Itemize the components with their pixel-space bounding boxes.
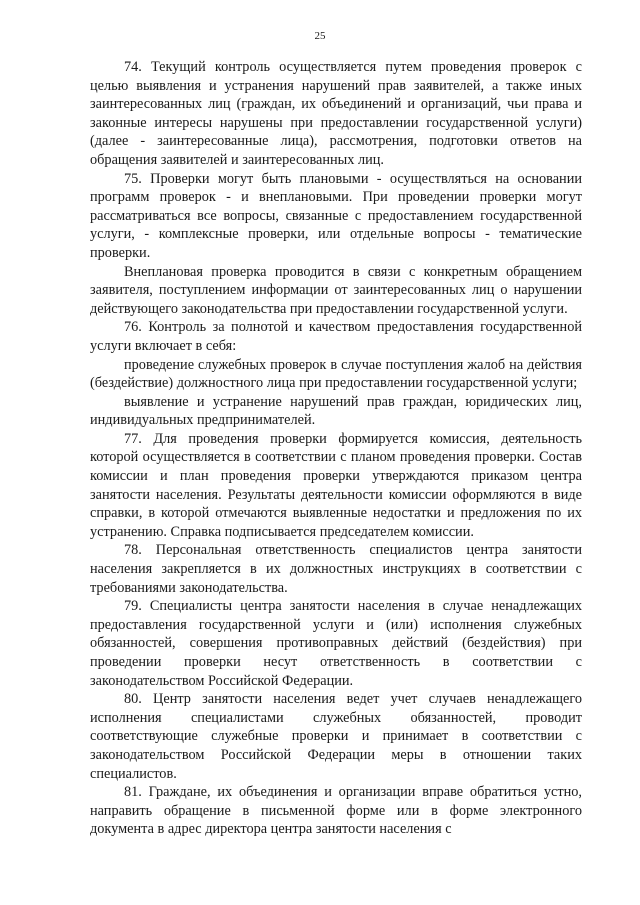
- paragraph-79: 79. Специалисты центра занятости населения в случае ненадлежащих предоставления государственной услуги и (или) исполнения служебных обязанностей, совершения противоправных действий (бездействия) при проведении проверки несут ответственность в соответствии с законодательством Российской Федерации.: [90, 598, 582, 689]
- paragraph-81: 81. Граждане, их объединения и организации вправе обратиться устно, направить обращение в письменной форме или в форме электронного документа в адрес директора центра занятости населения с: [90, 784, 582, 838]
- paragraph-78: 78. Персональная ответственность специалистов центра занятости населения закрепляется в их должностных инструкциях в соответствии с требованиями законодательства.: [90, 542, 582, 596]
- paragraph-unscheduled-inspection: Внеплановая проверка проводится в связи с конкретным обращением заявителя, поступлением информации от заинтересованных лиц о нарушении действующего законодательства при предоставлении государственной услуги.: [90, 263, 582, 317]
- page-number: 25: [314, 30, 326, 42]
- paragraph-76: 76. Контроль за полнотой и качеством предоставления государственной услуги включает в себя:: [90, 319, 582, 354]
- paragraph-75: 75. Проверки могут быть плановыми - осуществляться на основании программ проверок - и внеплановыми. При проведении проверки могут рассматриваться все вопросы, связанные с предоставлением государственной услуги, - комплексные проверки, или отдельные вопросы - тематические проверки.: [90, 170, 582, 261]
- paragraph-76-item-1: проведение служебных проверок в случае поступления жалоб на действия (бездействие) должностного лица при предоставлении государственной услуги;: [90, 356, 582, 392]
- paragraph-80: 80. Центр занятости населения ведет учет случаев ненадлежащего исполнения специалистами служебных обязанностей, проводит соответствующие служебные проверки и принимает в соответствии с законодательством Российской Федерации меры в отношении таких специалистов.: [90, 691, 582, 782]
- paragraph-74: 74. Текущий контроль осуществляется путем проведения проверок с целью выявления и устранения нарушений прав заявителей, а также иных заинтересованных лиц (граждан, их объединений и организаций, чьи права и законные интересы нарушены при предоставлении государственной услуги) (далее - заинтересованные лица), рассмотрения, подготовки ответов на обращения заявителей и заинтересованных лиц.: [90, 59, 582, 168]
- document-body: [90, 58, 582, 839]
- paragraph-77: 77. Для проведения проверки формируется комиссия, деятельность которой осуществляется в соответствии с планом проведения проверки. Состав комиссии и план проведения проверки утверждаются приказом центра занятости населения. Результаты деятельности комиссии оформляются в виде справки, в которой отмечаются выявленные недостатки и предложения по их устранению. Справка подписывается председателем комиссии.: [90, 430, 582, 540]
- paragraph-76-item-2: выявление и устранение нарушений прав граждан, юридических лиц, индивидуальных предпринимателей.: [90, 393, 582, 429]
